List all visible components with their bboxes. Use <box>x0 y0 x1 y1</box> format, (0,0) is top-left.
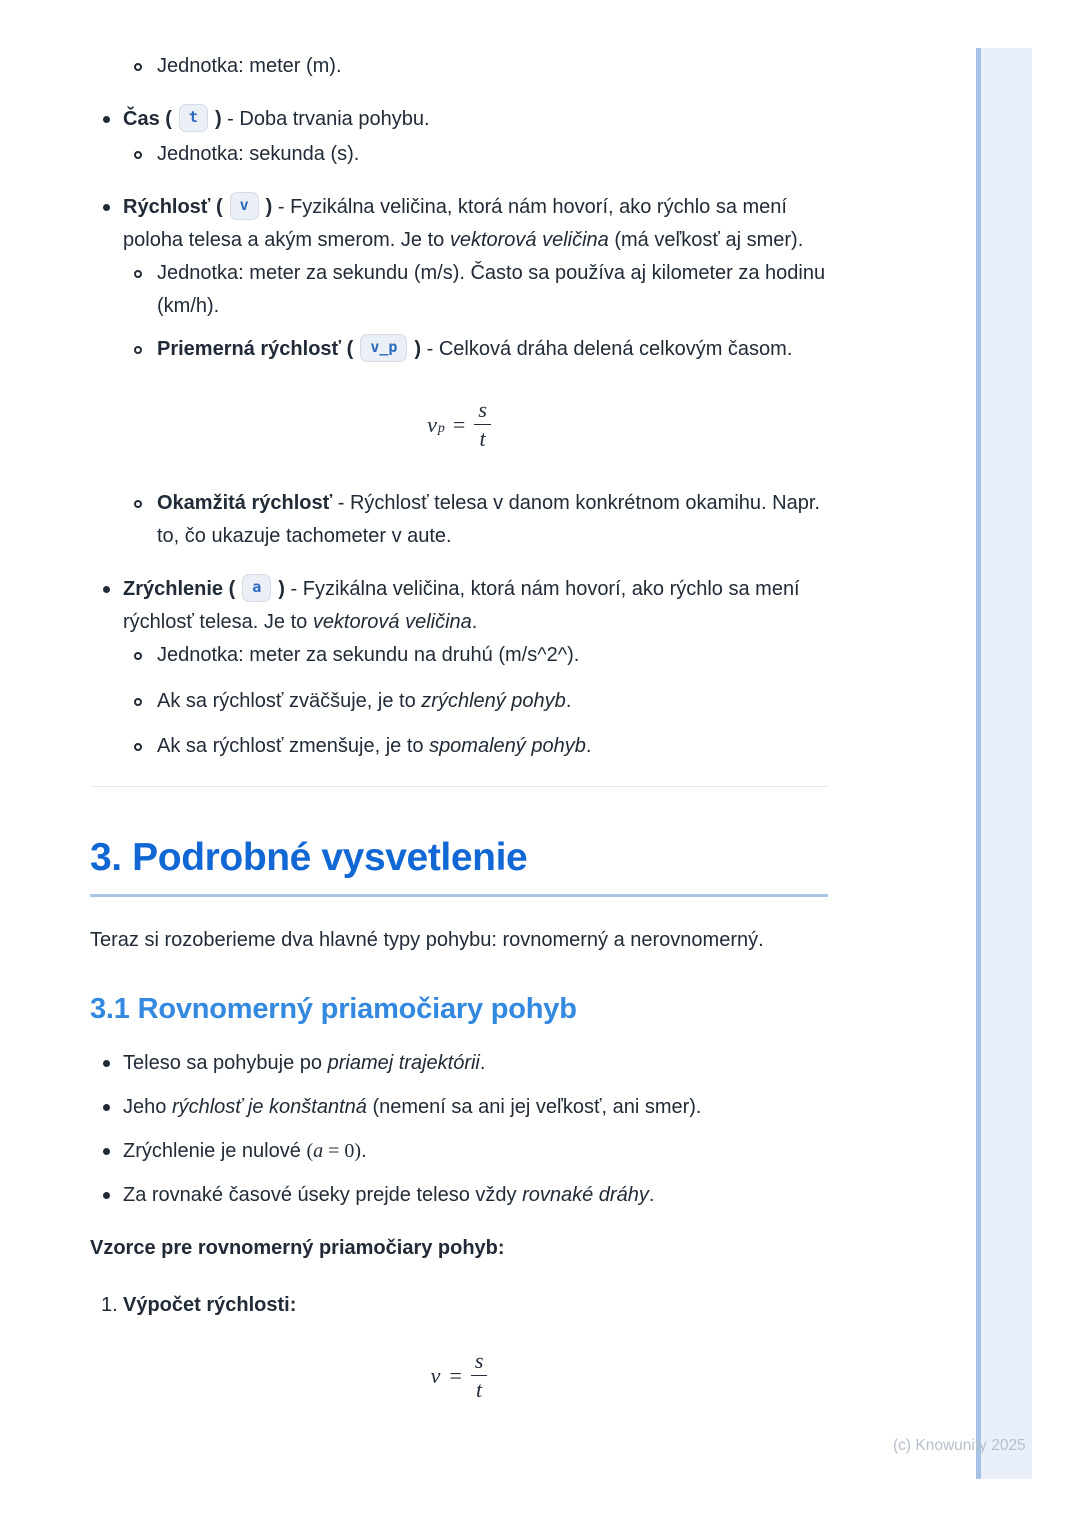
emphasis-text: rovnaké dráhy <box>522 1184 649 1206</box>
list-item-rychlost <box>90 191 828 257</box>
list-item-text: Jednotka: meter za sekundu na druhú (m/s^2^). <box>157 644 580 666</box>
plain-text: . <box>479 1052 486 1074</box>
term-desc: - Celková dráha delená celkovým časom. <box>421 338 793 360</box>
math-rest: = 0) <box>323 1140 362 1162</box>
emphasis-text: priamej trajektórii <box>327 1052 480 1074</box>
list-item-text <box>157 685 828 718</box>
formulas-label <box>90 1232 828 1265</box>
ordered-list-number: 1. <box>101 1294 118 1316</box>
emphasis-text: rýchlosť je konštantná <box>171 1096 367 1118</box>
inline-code-badge: a <box>242 574 271 602</box>
plain-text: . <box>565 690 572 712</box>
list-item-text <box>123 1091 828 1124</box>
dot-bullet-icon <box>90 103 123 123</box>
term-label-close: ) <box>265 196 273 218</box>
list-item-okamzita <box>90 487 828 553</box>
dot-bullet-icon <box>90 1047 123 1067</box>
subsection-bullet-list <box>90 1047 828 1212</box>
term-label-close: ) <box>414 338 422 360</box>
plain-text: Zrýchlenie je nulové <box>123 1140 307 1162</box>
term-label: Čas ( <box>123 108 172 130</box>
emphasis-text: spomalený pohyb <box>429 735 586 757</box>
term-label: Okamžitá rýchlosť <box>157 492 333 514</box>
term-label: Priemerná rýchlosť ( <box>157 338 354 360</box>
plain-text: . <box>585 735 592 757</box>
inline-code-badge: v_p <box>360 334 407 362</box>
inline-code-badge: t <box>179 104 208 132</box>
term-desc-cont: . <box>471 611 478 633</box>
term-desc: - Doba trvania pohybu. <box>221 108 430 130</box>
plain-text: (nemení sa ani jej veľkosť, ani smer). <box>366 1096 702 1118</box>
formula-average-speed: v $_p$ = $\frac{s}{t}$ <box>90 398 828 451</box>
plain-text: . <box>361 1140 367 1162</box>
subsection-heading: 3.1 Rovnomerný priamočiary pohyb <box>90 993 577 1025</box>
emphasis-text: zrýchlený pohyb <box>421 690 566 712</box>
circle-bullet-icon <box>90 685 157 706</box>
list-item-text <box>157 487 828 553</box>
circle-bullet-icon <box>90 138 157 159</box>
plain-text: Teleso sa pohybuje po <box>123 1052 328 1074</box>
fraction-numerator: s <box>471 1349 488 1376</box>
list-item <box>90 685 828 718</box>
list-item <box>90 1047 828 1080</box>
circle-bullet-icon <box>90 730 157 751</box>
circle-bullet-icon <box>90 257 157 278</box>
ordered-list-text <box>123 1289 828 1322</box>
math-variable: a <box>313 1140 324 1162</box>
list-item <box>90 1135 828 1168</box>
ordered-list-item <box>90 1289 828 1322</box>
list-item <box>90 639 828 672</box>
formula-lhs: v <box>427 411 437 437</box>
dot-bullet-icon <box>90 1091 123 1111</box>
list-item-zrychlenie <box>90 573 828 639</box>
list-item-text <box>123 103 828 136</box>
term-label: Rýchlosť ( <box>123 196 223 218</box>
fraction <box>474 398 491 451</box>
fraction-numerator: s <box>474 398 491 425</box>
plain-text: Za rovnaké časové úseky prejde teleso vždy <box>123 1184 523 1206</box>
term-desc-cont: (má veľkosť aj smer). <box>608 229 804 251</box>
fraction <box>471 1349 488 1402</box>
term-label: Zrýchlenie ( <box>123 578 236 600</box>
emphasis-text: vektorová veličina <box>312 611 472 633</box>
circle-bullet-icon <box>90 639 157 660</box>
dot-bullet-icon <box>90 1135 123 1155</box>
copyright-watermark: (c) Knowunity 2025 <box>893 1437 1026 1454</box>
list-item <box>90 730 828 763</box>
list-item-text <box>123 1179 828 1212</box>
list-item-priemerna <box>90 333 828 366</box>
dot-bullet-icon <box>90 191 123 211</box>
list-item-text <box>157 333 828 366</box>
fraction-denominator: t <box>479 426 486 451</box>
term-desc: - Fyzikálna veličina, ktorá nám hovorí, ako rýchlo sa mení poloha telesa a akým smerom. Je to <box>123 196 787 251</box>
plain-text: Ak sa rýchlosť zmenšuje, je to <box>157 735 430 757</box>
list-item <box>90 257 828 323</box>
list-item-text <box>157 730 828 763</box>
term-desc: - Fyzikálna veličina, ktorá nám hovorí, ako rýchlo sa mení rýchlosť telesa. Je to <box>123 578 800 633</box>
term-label-close: ) <box>214 108 222 130</box>
list-item-text <box>123 573 828 639</box>
equals-sign: = <box>452 411 466 437</box>
circle-bullet-icon <box>90 333 157 354</box>
section-heading: 3. Podrobné vysvetlenie <box>90 836 828 897</box>
equals-sign: = <box>449 1362 462 1388</box>
inline-math <box>306 1140 361 1162</box>
section-intro-paragraph: Teraz si rozoberieme dva hlavné typy pohybu: rovnomerný a nerovnomerný. <box>90 929 764 951</box>
term-desc: - Rýchlosť telesa v danom konkrétnom okamihu. Napr. to, čo ukazuje tachometer v aute. <box>157 492 820 547</box>
list-item-text: Jednotka: meter za sekundu (m/s). Často sa používa aj kilometer za hodinu (km/h). <box>157 262 826 317</box>
list-item <box>90 50 828 83</box>
emphasis-text: vektorová veličina <box>449 229 609 251</box>
fraction-denominator: t <box>476 1377 483 1402</box>
list-item-text <box>123 191 828 257</box>
section-divider <box>90 786 828 787</box>
step-label: Výpočet rýchlosti: <box>123 1294 297 1316</box>
formulas-label-text: Vzorce pre rovnomerný priamočiary pohyb: <box>90 1237 505 1259</box>
term-label-close: ) <box>278 578 285 600</box>
dot-bullet-icon <box>90 1179 123 1199</box>
plain-text: Jeho <box>123 1096 172 1118</box>
circle-bullet-icon <box>90 487 157 508</box>
list-item-text: Jednotka: meter (m). <box>157 55 342 77</box>
list-item-cas <box>90 103 828 136</box>
list-item <box>90 138 828 171</box>
inline-code-badge: v <box>230 192 259 220</box>
formula-lhs: v <box>430 1362 441 1388</box>
page-edge-strip <box>976 48 1032 1479</box>
list-item <box>90 1179 828 1212</box>
paren: ( <box>306 1140 314 1162</box>
plain-text: . <box>648 1184 655 1206</box>
circle-bullet-icon <box>90 50 157 71</box>
formula-speed <box>90 1349 828 1402</box>
list-item-text: Jednotka: sekunda (s). <box>157 143 360 165</box>
plain-text: Ak sa rýchlosť zväčšuje, je to <box>157 690 422 712</box>
list-item <box>90 1091 828 1124</box>
dot-bullet-icon <box>90 573 123 593</box>
document-body <box>90 0 828 1402</box>
list-item-text <box>123 1047 828 1080</box>
list-item-text <box>123 1135 828 1168</box>
